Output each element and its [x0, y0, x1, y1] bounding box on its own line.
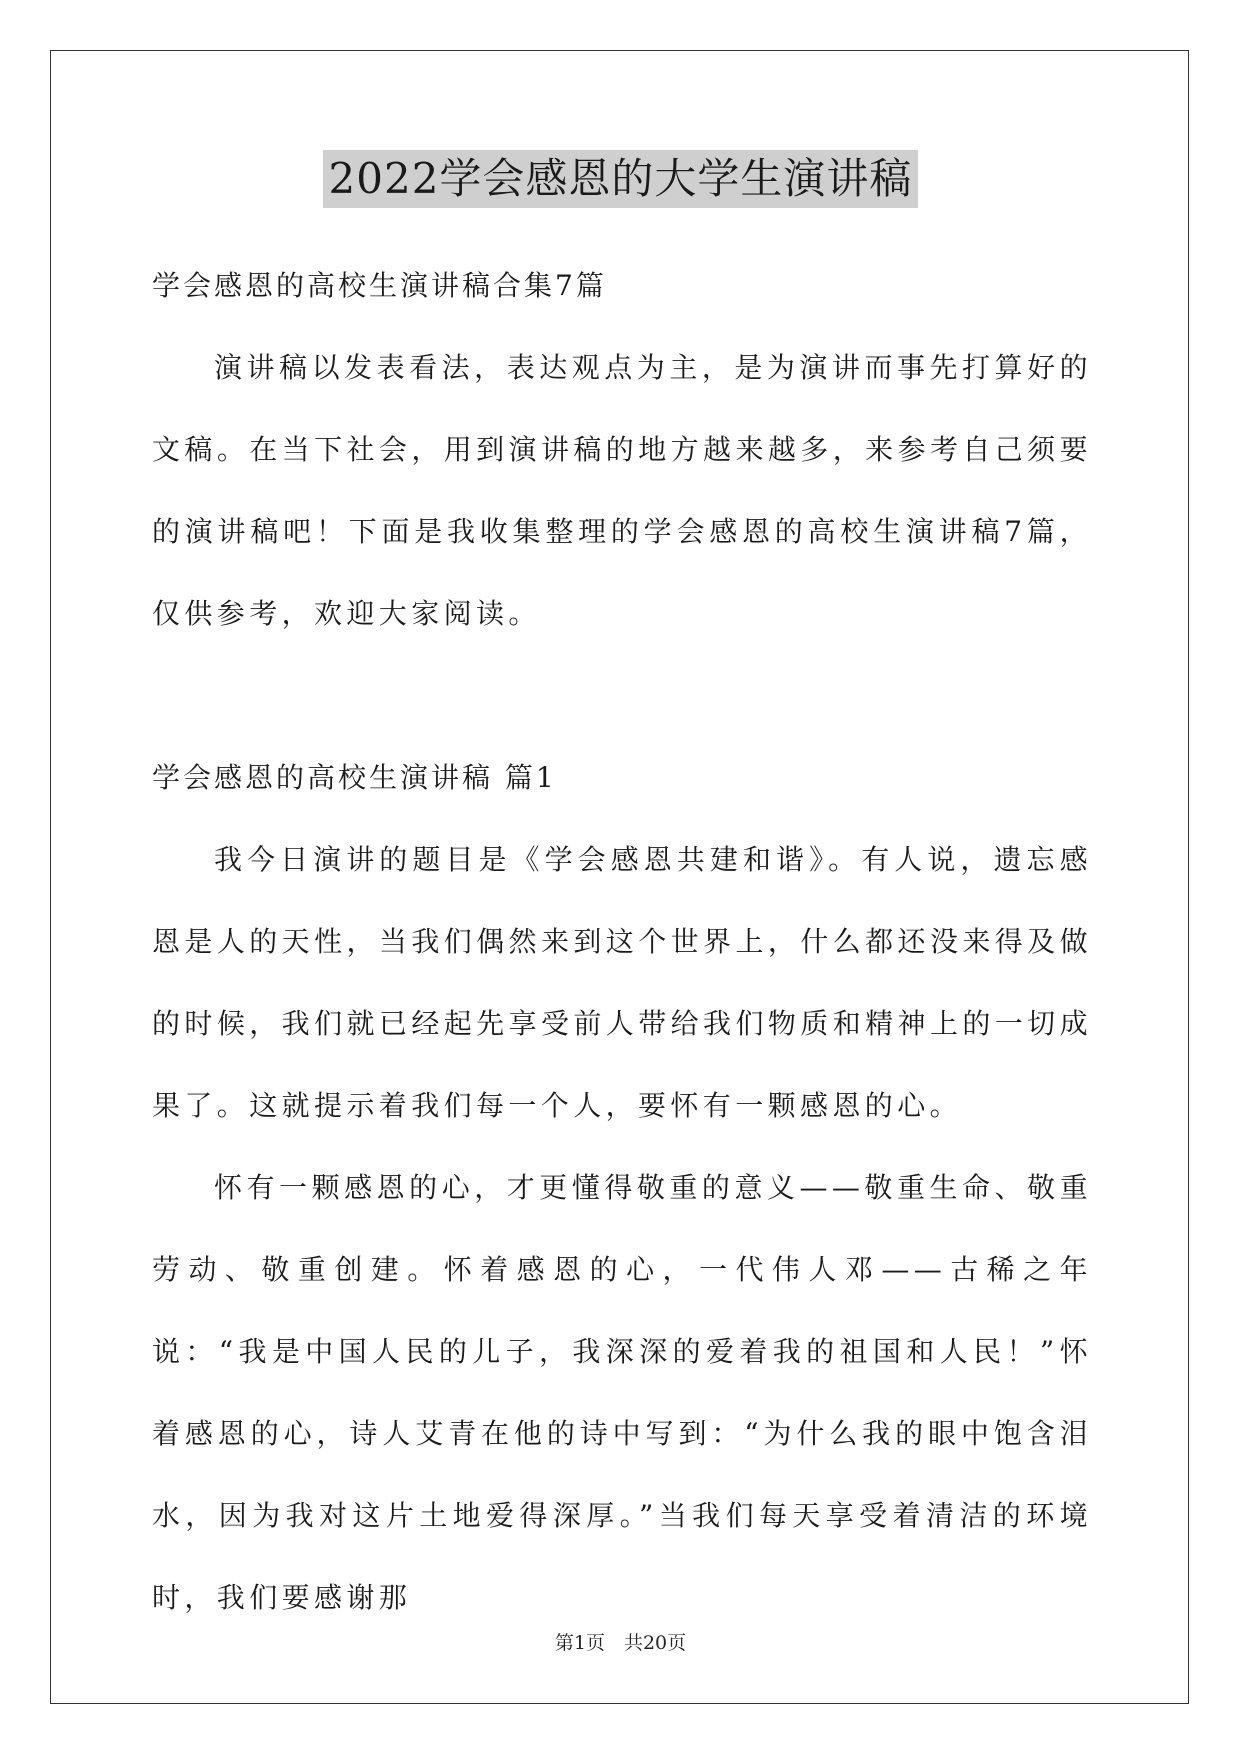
page-number: 第1页 共20页	[554, 1632, 687, 1654]
intro-paragraph: 演讲稿以发表看法，表达观点为主，是为演讲而事先打算好的文稿。在当下社会，用到演讲稿的地方越来越多，来参考自己须要的演讲稿吧！下面是我收集整理的学会感恩的高校生演讲稿7篇，仅供参考，欢迎大家阅读。	[152, 351, 1092, 630]
document-body	[152, 245, 1092, 1639]
page-footer	[0, 1628, 1241, 1655]
body-paragraph-2: 怀有一颗感恩的心，才更懂得敬重的意义——敬重生命、敬重劳动、敬重创建。怀着感恩的心，一代伟人邓——古稀之年说：“我是中国人民的儿子，我深深的爱着我的祖国和人民！”怀着感恩的心，诗人艾青在他的诗中写到：“为什么我的眼中饱含泪水，因为我对这片土地爱得深厚。”当我们每天享受着清洁的环境时，我们要感谢那	[152, 1171, 1092, 1614]
paragraph-gap	[152, 655, 1092, 737]
section-heading-1: 学会感恩的高校生演讲稿 篇1	[152, 761, 557, 794]
body-paragraph-1: 我今日演讲的题目是《学会感恩共建和谐》。有人说，遗忘感恩是人的天性，当我们偶然来到这个世界上，什么都还没来得及做的时候，我们就已经起先享受前人带给我们物质和精神上的一切成果了。这就提示着我们每一个人，要怀有一颗感恩的心。	[152, 843, 1092, 1122]
collection-subtitle: 学会感恩的高校生演讲稿合集7篇	[152, 269, 607, 302]
document-title-container	[0, 150, 1241, 208]
document-title: 2022学会感恩的大学生演讲稿	[323, 150, 919, 208]
